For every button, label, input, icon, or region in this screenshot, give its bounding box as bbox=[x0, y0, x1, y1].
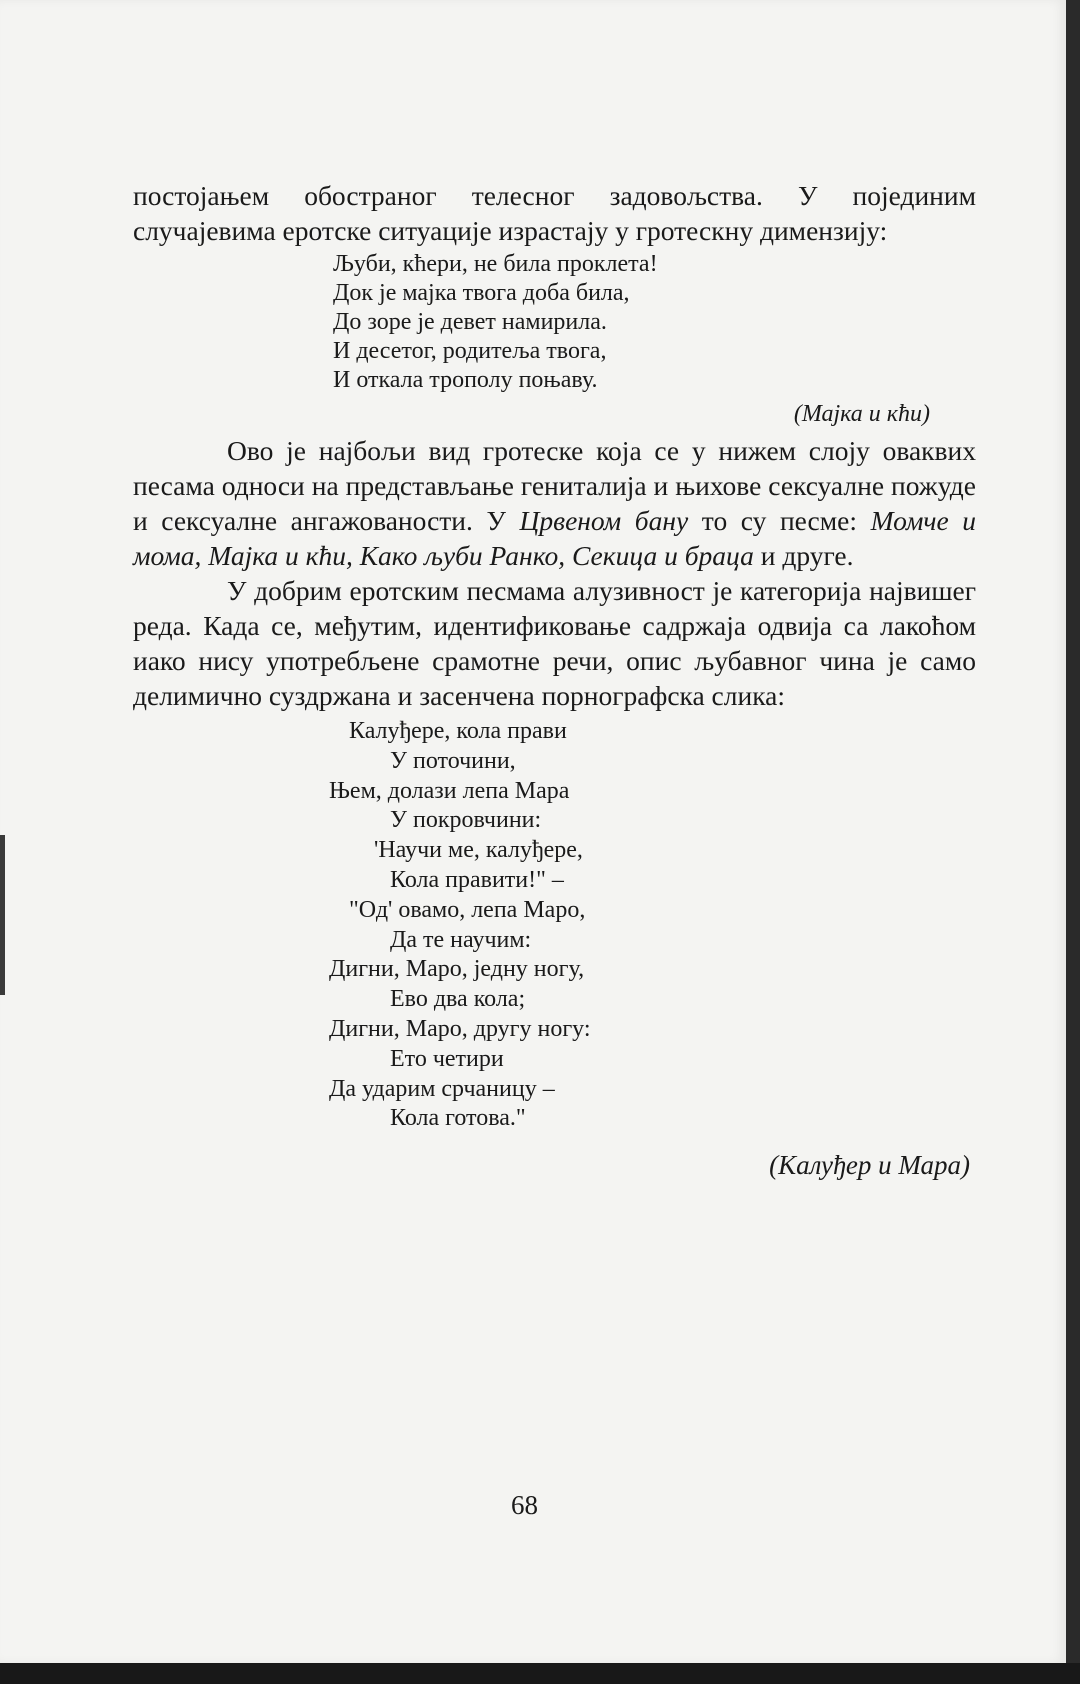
paragraph-1: постојањем обостраног телесног задовољства. У појединим случајевима еротске ситуације израстају у гротескну димензију: bbox=[133, 180, 976, 246]
italic-title: Црвеном бану bbox=[519, 505, 689, 536]
poem-2-line: Да те научим: bbox=[390, 926, 532, 953]
poem-2-line: У поточини, bbox=[390, 747, 516, 774]
poem-1-line: И откала трополу поњаву. bbox=[333, 367, 598, 393]
poem-2-line: "Од' овамо, лепа Маро, bbox=[349, 896, 586, 923]
page-bottom-edge bbox=[0, 1663, 1080, 1684]
poem-1-line: До зоре је девет намирила. bbox=[333, 309, 607, 335]
poem-2-line: Дигни, Маро, једну ногу, bbox=[329, 956, 585, 983]
binding-shadow bbox=[0, 835, 5, 995]
poem-1-line: Љуби, кћери, не била проклета! bbox=[333, 251, 658, 277]
poem-2-line: Њем, долази лепа Мара bbox=[329, 777, 570, 804]
paragraph-3: У добрим еротским песмама алузивност је категорија највишег реда. Када се, међутим, идентификовање садржаја одвија са лакоћом иако нису употребљене срамотне речи, опис љубавног чина је само делимично суздржана и засенчена порнографска слика: bbox=[133, 575, 976, 711]
paragraph-2: Ово је најбољи вид гротеске која се у нижем слоју оваквих песама односи на представљање гениталија и њихове сексуалне пожуде и сексуалне ангажованости. У Црвеном бану то су песме: Момче и мома, Мајка и кћи, Како љуби Ранко, Секица и браца и друге. bbox=[133, 435, 977, 571]
poem-2-line: Ево два кола; bbox=[390, 986, 526, 1013]
poem-2-line: Калуђере, кола прави bbox=[349, 718, 567, 744]
poem-2-line: Дигни, Маро, другу ногу: bbox=[329, 1015, 591, 1042]
page-right-edge bbox=[1066, 0, 1080, 1663]
poem-2-source: (Калуђер и Мара) bbox=[769, 1150, 970, 1181]
italic-song-list: Момче и мома, Мајка и кћи, Како љуби Ранко, Секица и браца bbox=[133, 505, 977, 571]
poem-2-line: Кола правити!" – bbox=[390, 866, 564, 893]
poem-1-line: И десетог, родитеља твога, bbox=[333, 338, 607, 364]
poem-2-line: Ето четири bbox=[390, 1045, 504, 1072]
page-number: 68 bbox=[511, 1490, 538, 1520]
poem-2 bbox=[133, 717, 976, 1134]
poem-1-line: Док је мајка твога доба била, bbox=[333, 280, 630, 306]
poem-2-line: 'Научи ме, калуђере, bbox=[374, 837, 583, 864]
poem-1-source: (Мајка и кћи) bbox=[793, 401, 930, 427]
poem-2-line: У покровчини: bbox=[390, 807, 542, 834]
poem-2-line: Да ударим срчаницу – bbox=[329, 1075, 555, 1102]
poem-1 bbox=[333, 250, 976, 395]
poem-2-line: Кола готова." bbox=[390, 1105, 526, 1132]
page-content bbox=[133, 178, 976, 1182]
